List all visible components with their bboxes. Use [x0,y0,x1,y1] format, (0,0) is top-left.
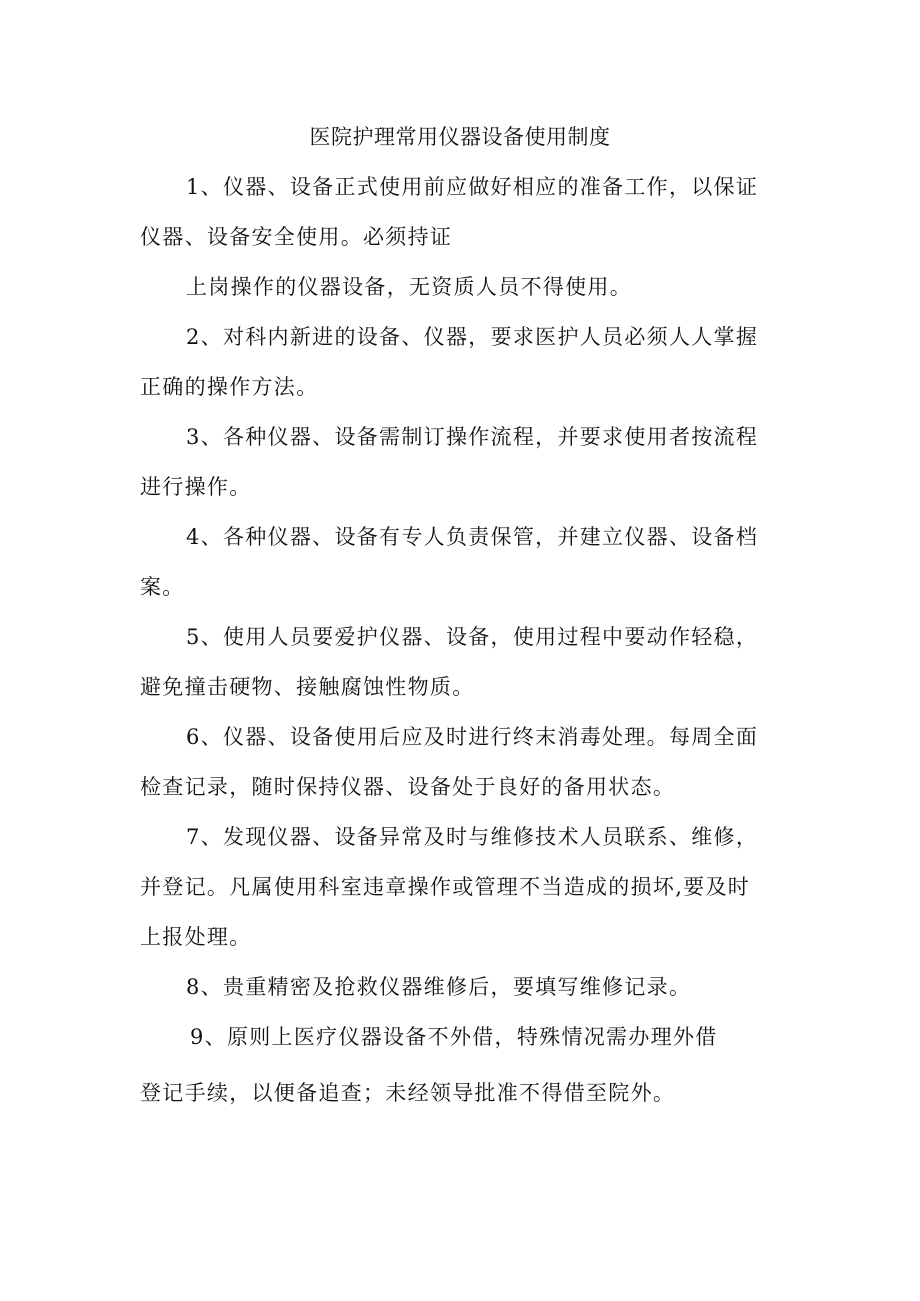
rule-1-line-2: 仪器、设备安全使用。必须持证 [140,225,453,249]
rule-8-line-1: 8、贵重精密及抢救仪器维修后，要填写维修记录。 [186,975,692,999]
rule-1-line-3: 上岗操作的仪器设备，无资质人员不得使用。 [186,275,632,299]
rule-5-line-1: 5、使用人员要爱护仪器、设备，使用过程中要动作轻稳， [186,625,759,649]
rule-6-line-2: 检查记录，随时保持仪器、设备处于良好的备用状态。 [140,775,676,799]
rule-4-line-1: 4、各种仪器、设备有专人负责保管，并建立仪器、设备档 [186,525,759,549]
rule-7-line-3: 上报处理。 [140,925,252,949]
rule-1-line-1: 1、仪器、设备正式使用前应做好相应的准备工作，以保证 [186,175,759,199]
rule-2-line-1: 2、对科内新进的设备、仪器，要求医护人员必须人人掌握 [186,325,759,349]
rule-9-line-1: 9、原则上医疗仪器设备不外借，特殊情况需办理外借 [190,1025,718,1049]
rule-7-line-1: 7、发现仪器、设备异常及时与维修技术人员联系、维修， [186,825,759,849]
rule-7-line-2: 并登记。凡属使用科室违章操作或管理不当造成的损坏,要及时 [140,875,751,899]
rule-6-line-1: 6、仪器、设备使用后应及时进行终末消毒处理。每周全面 [186,725,759,749]
rule-4-line-2: 案。 [140,575,185,599]
rule-3-line-1: 3、各种仪器、设备需制订操作流程，并要求使用者按流程 [186,425,759,449]
rule-5-line-2: 避免撞击硬物、接触腐蚀性物质。 [140,675,475,699]
rule-9-line-2: 登记手续，以便备追查；未经领导批准不得借至院外。 [140,1081,676,1105]
document-title: 医院护理常用仪器设备使用制度 [309,125,611,149]
rule-2-line-2: 正确的操作方法。 [140,375,319,399]
rule-3-line-2: 进行操作。 [140,475,252,499]
